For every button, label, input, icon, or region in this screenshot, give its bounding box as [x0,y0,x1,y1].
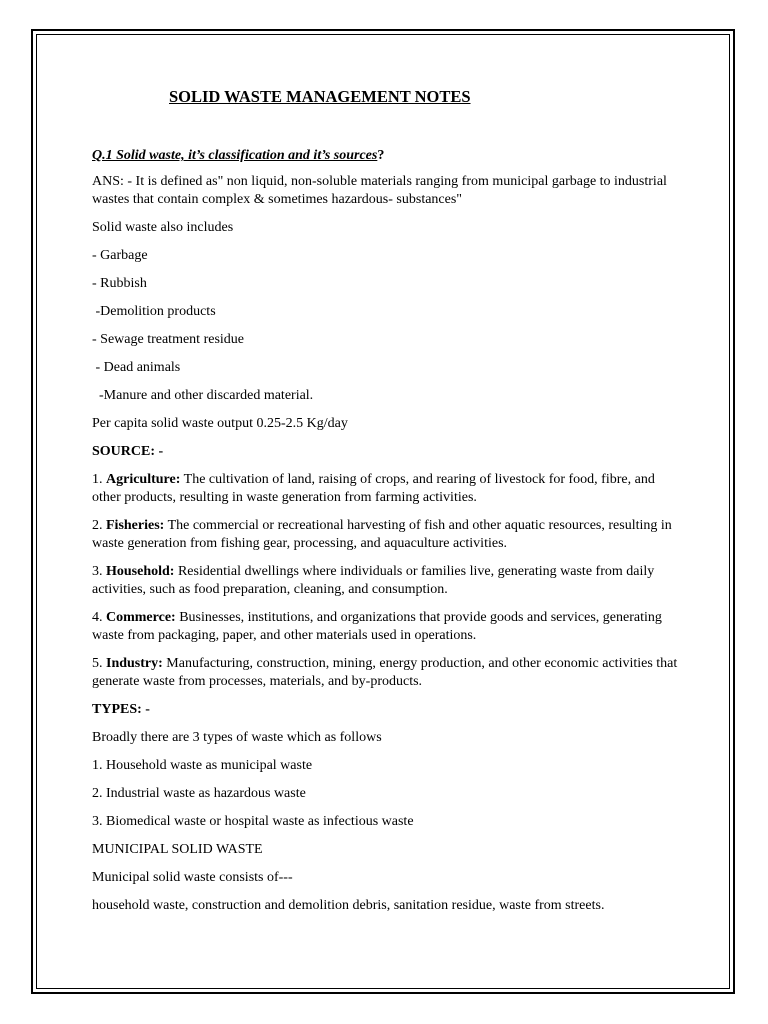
question-text: Q.1 Solid waste, it’s classification and it’s sources [92,148,378,163]
document-body [92,86,682,915]
source-term: Household: [106,564,175,579]
source-description: The commercial or recreational harvesting of fish and other aquatic resources, resulting in waste generation from fishing gear, processing, and aquaculture activities. [92,518,672,551]
source-heading: SOURCE: - [92,444,164,459]
list-item-demolition: -Demolition products [92,304,216,319]
source-number: 2. [92,518,106,533]
source-item-household [92,563,682,599]
source-number: 1. [92,472,106,487]
document-title: SOLID WASTE MANAGEMENT NOTES [169,87,471,106]
source-item-agriculture [92,471,682,507]
source-item-fisheries [92,517,682,553]
list-item-manure: -Manure and other discarded material. [92,388,314,403]
list-item-rubbish: - Rubbish [92,276,147,291]
source-term: Agriculture: [106,472,181,487]
source-item-industry [92,655,682,691]
source-number: 4. [92,610,106,625]
per-capita-text: Per capita solid waste output 0.25-2.5 Kg/day [92,416,348,431]
source-description: Businesses, institutions, and organizations that provide goods and services, generating waste from packaging, paper, and other materials used in operations. [92,610,662,643]
types-heading: TYPES: - [92,702,150,717]
source-description: Manufacturing, construction, mining, energy production, and other economic activities that generate waste from processes, materials, and by-products. [92,656,678,689]
msw-intro: Municipal solid waste consists of--- [92,870,293,885]
list-item-sewage: - Sewage treatment residue [92,332,244,347]
source-number: 5. [92,656,106,671]
question-mark: ? [377,148,385,163]
includes-intro: Solid waste also includes [92,220,234,235]
source-term: Fisheries: [106,518,165,533]
source-description: Residential dwellings where individuals or families live, generating waste from daily activities, such as food preparation, cleaning, and consumption. [92,564,655,597]
type-item-biomedical: 3. Biomedical waste or hospital waste as infectious waste [92,814,414,829]
source-term: Industry: [106,656,163,671]
type-item-industrial: 2. Industrial waste as hazardous waste [92,786,306,801]
list-item-garbage: - Garbage [92,248,148,263]
source-item-commerce [92,609,682,645]
answer-paragraph: ANS: - It is defined as" non liquid, non-soluble materials ranging from municipal garbage to industrial wastes that contain complex & sometimes hazardous- substances" [92,174,667,207]
types-intro: Broadly there are 3 types of waste which as follows [92,730,382,745]
source-term: Commerce: [106,610,176,625]
list-item-dead-animals: - Dead animals [92,360,181,375]
question-heading [92,147,682,165]
msw-heading: MUNICIPAL SOLID WASTE [92,842,263,857]
source-number: 3. [92,564,106,579]
msw-text: household waste, construction and demolition debris, sanitation residue, waste from streets. [92,898,605,913]
type-item-household: 1. Household waste as municipal waste [92,758,313,773]
source-description: The cultivation of land, raising of crops, and rearing of livestock for food, fibre, and other products, resulting in waste generation from farming activities. [92,472,655,505]
